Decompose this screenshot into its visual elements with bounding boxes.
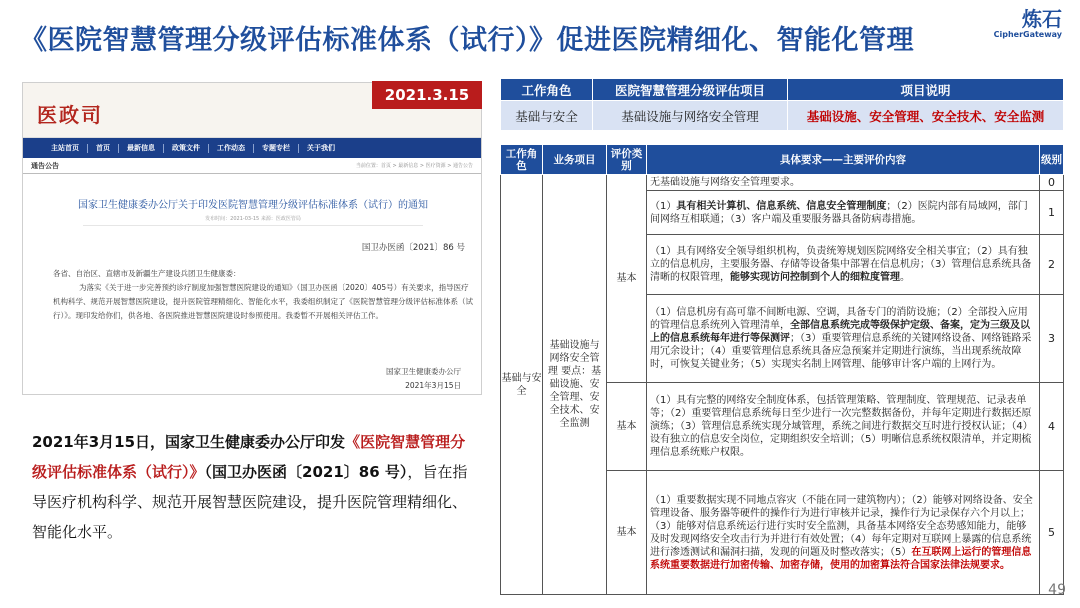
cell-category: 基本 <box>607 175 647 383</box>
notice-body <box>53 267 473 323</box>
cell-role: 基础与安全 <box>501 175 543 595</box>
logo-subtitle: CipherGateway <box>993 30 1062 39</box>
document-nav-bar <box>23 138 481 158</box>
nav-item-topics[interactable]: 专题专栏 <box>254 144 299 153</box>
notice-document-screenshot <box>22 82 482 395</box>
slide-title: 《医院智慧管理分级评估标准体系（试行）》促进医院精细化、智能化管理 <box>20 25 914 56</box>
cell-category: 基本 <box>607 471 647 595</box>
signature-org: 国家卫生健康委办公厅 <box>386 367 461 376</box>
requirement-level-0: 无基础设施与网络安全管理要求。 <box>647 175 1040 191</box>
cell-item: 基础设施与网络安全管理 要点：基础设施、安全管理、安全技术、安全监测 <box>543 175 607 595</box>
header-category: 评价类别 <box>607 145 647 175</box>
signature-date: 2021年3月15日 <box>405 381 461 390</box>
nav-item-latest[interactable]: 最新信息 <box>119 144 164 153</box>
header-project: 医院智慧管理分级评估项目 <box>593 79 788 101</box>
summary-part-2: （国卫办医函〔2021〕86 号） <box>204 463 408 481</box>
salutation: 各省、自治区、直辖市及新疆生产建设兵团卫生健康委： <box>53 269 241 278</box>
table-row <box>501 175 1064 191</box>
cell-description: 基础设施、安全管理、安全技术、安全监测 <box>788 101 1064 131</box>
header-role: 工作角色 <box>501 145 543 175</box>
level-3: 3 <box>1040 295 1064 383</box>
cell-role: 基础与安全 <box>501 101 593 131</box>
date-tag: 2021.3.15 <box>372 81 482 109</box>
header-item: 业务项目 <box>543 145 607 175</box>
document-code: 国卫办医函〔2021〕86 号 <box>361 243 465 253</box>
level-1: 1 <box>1040 191 1064 235</box>
nav-item-policy[interactable]: 政策文件 <box>164 144 209 153</box>
body-paragraph: 为落实《关于进一步完善预约诊疗制度加强智慧医院建设的通知》（国卫办医函〔2020〕405号）有关要求，指导医疗机构科学、规范开展智慧医院建设，提升医院管理精细化、智能化水平，我委组织制定了《医院智慧管理分级评估标准体系（试行）》。现印发给你们，供各地、各医院推进智慧医院建设时参照使用。我委暂不开展相关评估工作。 <box>53 283 473 320</box>
requirement-level-1: （1）具有相关计算机、信息系统、信息安全管理制度；（2）医院内部有局域网，部门间网络互相联通；（3）客户端及重要服务器具备防病毒措施。 <box>647 191 1040 235</box>
level-4: 4 <box>1040 383 1064 471</box>
department-brand: 医政司 <box>37 103 103 127</box>
cell-project: 基础设施与网络安全管理 <box>593 101 788 131</box>
cell-category: 基本 <box>607 383 647 471</box>
header-role: 工作角色 <box>501 79 593 101</box>
project-table <box>500 78 1064 131</box>
divider <box>83 225 423 226</box>
nav-item-about[interactable]: 关于我们 <box>307 143 335 152</box>
header-description: 项目说明 <box>788 79 1064 101</box>
nav-item-home[interactable]: 首页 <box>88 144 119 153</box>
evaluation-table <box>500 144 1064 595</box>
company-logo <box>994 8 1062 40</box>
requirement-level-3: （1）信息机房有高可靠不间断电源、空调，具备专门的消防设施；（2）全部投入应用的管理信息系统列入管理清单，全部信息系统完成等级保护定级、备案，定为三级及以上的信息系统每年进行等保测评；（3）重要管理信息系统的关键网络设备、网络链路采用冗余设计；（4）重要管理信息系统具备应急预案并定期进行演练，当出现系统故障时，可恢复关键业务；（5）实现实名制上网管理、能够审计客户端的上网行为。 <box>647 295 1040 383</box>
requirement-level-4: （1）具有完整的网络安全制度体系，包括管理策略、管理制度、管理规范、记录表单等；（2）重要管理信息系统每日至少进行一次完整数据备份，并每年定期进行数据还原演练；（3）管理信息系统实现分域管理，系统之间进行数据交互时进行授权认证；（4）设有独立的信息安全岗位，定期组织安全培训；（5）明晰信息系统权限清单，并定期梳理信息系统账户权限。 <box>647 383 1040 471</box>
summary-part-3: ，旨在指导医疗机构科学、规范开展智慧医院建设，提升医院管理精细化、智能化水平。 <box>32 463 468 541</box>
summary-highlight: 《医院智慧管理分级评估标准体系（试行）》 <box>32 433 466 481</box>
level-2: 2 <box>1040 235 1064 295</box>
page-number: 49 <box>1048 582 1066 598</box>
breadcrumb-path: 当前位置：首页 > 最新信息 > 医疗资源 > 通告公告 <box>355 163 473 169</box>
level-5: 5 <box>1040 471 1064 595</box>
nav-item-main-home[interactable]: 主站首页 <box>43 144 88 153</box>
summary-text <box>32 427 472 547</box>
summary-part-1: 2021年3月15日，国家卫生健康委办公厅印发 <box>32 433 346 451</box>
notice-meta: 发布时间：2021-03-15 来源：医政医管局 <box>205 216 301 222</box>
requirement-level-2: （1）具有网络安全领导组织机构，负责统筹规划医院网络安全相关事宜；（2）具有独立的信息机房，主要服务器、存储等设备集中部署在信息机房；（3）管理信息系统具备清晰的权限管理，能够实现访问控制到个人的细粒度管理。 <box>647 235 1040 295</box>
requirement-level-5: （1）重要数据实现不同地点容灾（不能在同一建筑物内）；（2）能够对网络设备、安全管理设备、服务器等硬件的操作行为进行审核并记录，操作行为记录保存六个月以上；（3）能够对信息系统运行进行实时安全监测，具备基本网络安全态势感知能力，能够及时发现网络安全攻击行为并进行有效处置；（4）每年定期对互联网上暴露的信息系统进行渗透测试和漏洞扫描，发现的问题及时整改落实；（5）在互联网上运行的管理信息系统重要数据进行加密传输、加密存储，使用的加密算法符合国家法律法规要求。 <box>647 471 1040 595</box>
breadcrumb <box>23 158 481 174</box>
header-requirements: 具体要求——主要评价内容 <box>647 145 1040 175</box>
logo-mark: 炼石 <box>1022 7 1062 31</box>
notice-title: 国家卫生健康委办公厅关于印发医院智慧管理分级评估标准体系（试行）的通知 <box>78 200 428 211</box>
level-0: 0 <box>1040 175 1064 191</box>
section-label: 通告公告 <box>31 161 59 170</box>
nav-item-news[interactable]: 工作动态 <box>209 144 254 153</box>
header-level: 级别 <box>1040 145 1064 175</box>
